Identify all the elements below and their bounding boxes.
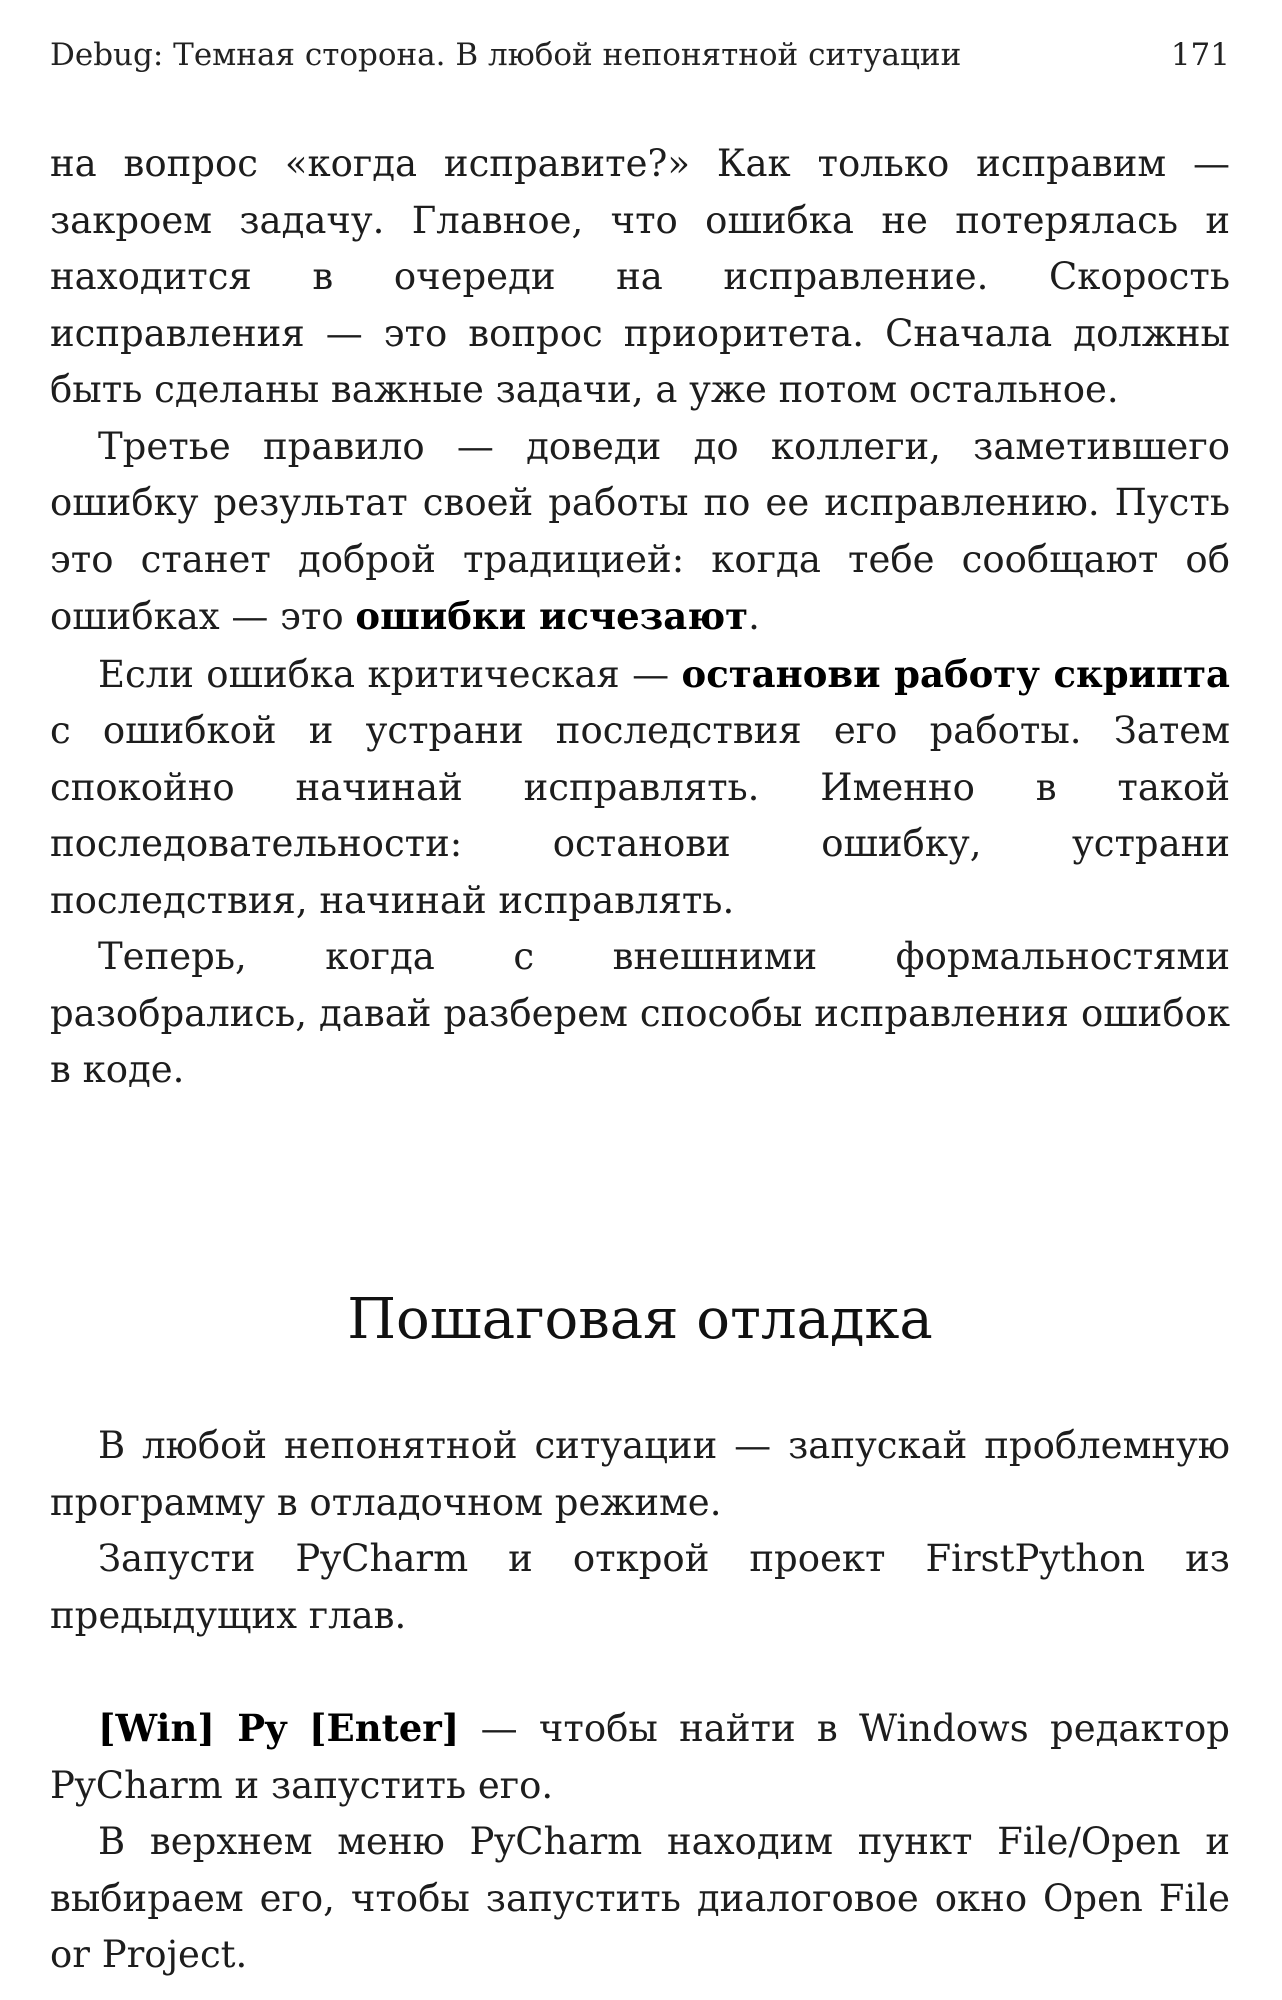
paragraph-shortcut [50, 1700, 1230, 1814]
paragraph-end: . [748, 595, 760, 638]
paragraph-open-project: Запусти PyCharm и открой проект FirstPython из предыдущих глав. [50, 1537, 1230, 1637]
paragraph-intro: В любой непонятной ситуации — запускай проблемную программу в отладочном режиме. [50, 1424, 1230, 1524]
body-text-top [50, 136, 1230, 1099]
body-text-bottom [50, 1418, 1230, 1984]
bold-phrase: останови работу скрипта [681, 651, 1230, 696]
paragraph-continued: на вопрос «когда исправите?» Как только исправим — закроем задачу. Главное, что ошибка не потерялась и находится в очереди на исправление. Скорость исправления — это вопрос приоритета. Сначала должны быть сделаны важные задачи, а уже потом остальное. [50, 142, 1230, 411]
paragraph-transition: Теперь, когда с внешними формальностями разобрались, давай разберем способы исправления ошибок в коде. [50, 935, 1230, 1091]
paragraph-text: Третье правило — доведи до коллеги, заметившего ошибку результат своей работы по ее исправлению. Пусть это станет доброй традицией: когда тебе сообщают об ошибках — это [50, 424, 1230, 638]
paragraph-text: с ошибкой и устрани последствия его работы. Затем спокойно начинай исправлять. Именно в такой последовательности: останови ошибку, устрани последствия, начинай исправлять. [50, 709, 1230, 922]
page-number: 171 [1170, 37, 1230, 73]
running-title: Debug: Темная сторона. В любой непонятной ситуации [50, 37, 962, 73]
paragraph-file-open: В верхнем меню PyCharm находим пункт File/Open и выбираем его, чтобы запустить диалоговое окно Open File or Project. [50, 1820, 1230, 1976]
running-header [50, 30, 1230, 80]
paragraph-critical-error [50, 646, 1230, 930]
bold-phrase: ошибки исчезают [355, 594, 749, 638]
paragraph-third-rule [50, 419, 1230, 646]
spacer [50, 1644, 1230, 1700]
paragraph-start: Если ошибка критическая — [98, 652, 682, 696]
paragraph-text: — чтобы найти в Windows редактор PyCharm и запустить его. [50, 1707, 1230, 1807]
section-title: Пошаговая отладка [347, 1287, 933, 1352]
keyboard-shortcut: [Win] Py [Enter] [98, 1706, 460, 1750]
